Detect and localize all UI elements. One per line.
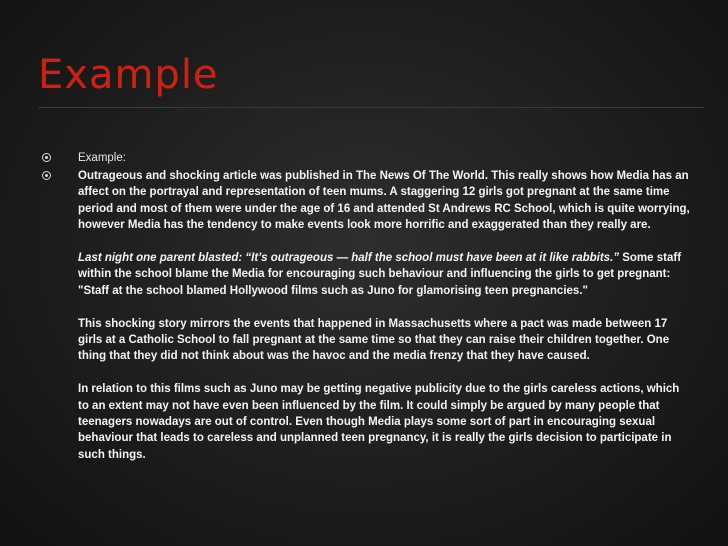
bullet-label: Example: (78, 152, 126, 164)
paragraph-staff: Some staff within the school blame the Media for encouraging such behaviour and influencing the girls to get pregnant: "Staff at the school blamed Hollywood films such as Juno for glamorising teen pregnancies." (78, 252, 682, 297)
bullet-item-example (42, 150, 692, 166)
bullet-icon (42, 171, 51, 180)
bullet-icon (42, 153, 51, 162)
bullet-item-article (42, 168, 692, 463)
title-divider (38, 107, 704, 108)
quote-text: Last night one parent blasted: “It’s outrageous — half the school must have been at it like rabbits.” (78, 252, 620, 265)
slide-body (42, 150, 692, 463)
slide-title: Example (38, 52, 219, 98)
paragraph-article: Outrageous and shocking article was published in The News Of The World. This really shows how Media has an affect on the portrayal and representation of teen mums. A staggering 12 girls got pregnant at the same time period and most of them were under the age of 16 and attended St Andrews RC School, which is quite worrying, however Media has the tendency to make events look more horrific and exaggerated than they really are. (78, 170, 690, 232)
paragraph-conclusion: In relation to this films such as Juno may be getting negative publicity due to the girls careless actions, which to an extent may not have even been influenced by the film. It could simply be argued by many people that teenagers nowadays are out of control. Even though Media plays some sort of part in encouraging sexual behaviour that leads to careless and unplanned teen pregnancy, it is really the girls decision to participate in such things. (78, 383, 680, 461)
paragraph-massachusetts: This shocking story mirrors the events that happened in Massachusetts where a pact was made between 17 girls at a Catholic School to fall pregnant at the same time so that they can raise their children together. One thing that they did not think about was the havoc and the media frenzy that they have caused. (78, 317, 670, 363)
paragraph-quote (78, 250, 692, 299)
